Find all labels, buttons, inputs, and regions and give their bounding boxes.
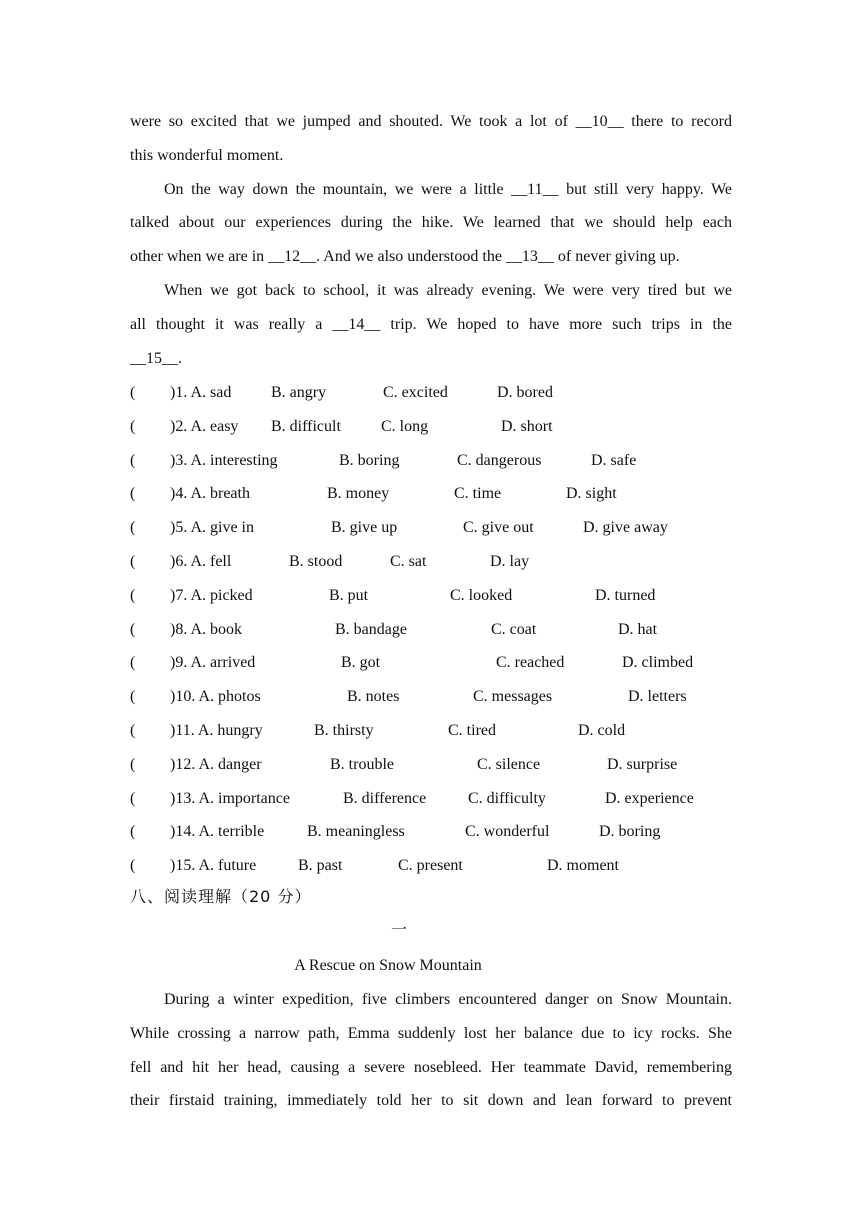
option-c: C. present (398, 857, 463, 875)
question-row (130, 410, 750, 444)
option-d: D. lay (490, 553, 530, 570)
cloze-passage (130, 105, 732, 375)
option-a: )5. A. give in (170, 519, 254, 537)
option-a: )4. A. breath (170, 485, 250, 503)
reading-line: During a winter expedition, five climbers encountered danger on Snow Mountain. (164, 991, 732, 1008)
option-d: D. cold (578, 722, 626, 739)
question-row (130, 477, 750, 511)
option-d: D. short (501, 417, 553, 435)
section-heading: 八、阅读理解（20 分） (130, 887, 312, 906)
question-row (130, 714, 750, 748)
option-d: D. sight (566, 485, 617, 503)
answer-bracket: ( (130, 755, 136, 773)
option-b: B. boring (339, 451, 400, 469)
option-b: B. put (329, 586, 369, 604)
passage-line: other when we are in __12__. And we also understood the __13__ of never giving up. (130, 248, 680, 266)
option-c: C. wonderful (465, 823, 550, 841)
option-c: C. dangerous (457, 451, 542, 469)
option-b: B. angry (271, 384, 327, 401)
answer-bracket: ( (130, 654, 136, 672)
reading-passage (130, 983, 732, 1118)
option-d: D. climbed (622, 654, 694, 672)
option-d: D. turned (595, 586, 656, 604)
option-b: B. give up (331, 519, 398, 537)
option-c: C. difficulty (468, 789, 546, 807)
option-d: D. safe (591, 451, 637, 469)
option-c: C. messages (473, 688, 553, 706)
passage-line: all thought it was really a __14__ trip. We hoped to have more such trips in the (130, 315, 732, 333)
option-b: B. difference (343, 789, 427, 807)
passage-line: talked about our experiences during the hike. We learned that we should help each (130, 214, 732, 232)
passage-line: this wonderful moment. (130, 146, 284, 164)
option-b: B. thirsty (314, 722, 374, 739)
option-b: B. stood (289, 553, 343, 570)
subsection-marker: 一 (391, 920, 408, 939)
question-row (130, 849, 750, 883)
option-c: C. long (381, 417, 429, 435)
passage-line: On the way down the mountain, we were a little __11__ but still very happy. We (164, 180, 732, 198)
option-c: C. give out (463, 519, 534, 537)
option-d: D. hat (618, 620, 658, 638)
answer-bracket: ( (130, 519, 136, 537)
option-a: )3. A. interesting (170, 451, 278, 469)
option-c: C. excited (383, 384, 448, 401)
answer-bracket: ( (130, 857, 136, 875)
reading-line: fell and hit her head, causing a severe nosebleed. Her teammate David, remembering (130, 1058, 732, 1076)
passage-line: __15__. (130, 349, 182, 367)
option-a: )2. A. easy (170, 417, 239, 435)
answer-bracket: ( (130, 451, 136, 469)
option-c: C. tired (448, 722, 496, 739)
option-a: )7. A. picked (170, 586, 253, 604)
option-b: B. past (298, 857, 343, 875)
option-d: D. letters (628, 688, 687, 706)
option-a: )10. A. photos (170, 688, 261, 706)
option-b: B. bandage (335, 620, 407, 638)
option-a: )14. A. terrible (170, 823, 265, 841)
question-row (130, 444, 750, 478)
question-row (130, 782, 750, 816)
passage-line: When we got back to school, it was already evening. We were very tired but we (164, 281, 732, 299)
option-a: )11. A. hungry (170, 722, 263, 739)
answer-bracket: ( (130, 620, 136, 638)
option-a: )6. A. fell (170, 553, 232, 570)
option-c: C. looked (450, 586, 513, 604)
option-a: )9. A. arrived (170, 654, 256, 672)
option-c: C. coat (491, 620, 537, 638)
option-d: D. moment (547, 857, 619, 875)
answer-bracket: ( (130, 688, 136, 706)
option-d: D. surprise (607, 755, 678, 773)
question-row (130, 545, 750, 579)
answer-bracket: ( (130, 553, 136, 570)
option-b: B. notes (347, 688, 400, 706)
option-a: )1. A. sad (170, 384, 232, 401)
passage-line: were so excited that we jumped and shouted. We took a lot of __10__ there to record (130, 113, 732, 130)
option-a: )15. A. future (170, 857, 257, 875)
answer-bracket: ( (130, 417, 136, 435)
question-row (130, 748, 750, 782)
option-b: B. difficult (271, 417, 341, 435)
answer-bracket: ( (130, 722, 136, 739)
question-row (130, 613, 750, 647)
option-b: B. trouble (330, 755, 394, 773)
question-row (130, 376, 750, 410)
question-row (130, 511, 750, 545)
answer-bracket: ( (130, 485, 136, 503)
answer-bracket: ( (130, 823, 136, 841)
option-a: )13. A. importance (170, 789, 290, 807)
option-d: D. give away (583, 519, 668, 537)
reading-line: While crossing a narrow path, Emma suddenly lost her balance due to icy rocks. She (130, 1024, 732, 1042)
option-c: C. sat (390, 553, 427, 570)
question-row (130, 579, 750, 613)
option-b: B. money (327, 485, 390, 503)
option-c: C. reached (496, 654, 565, 672)
option-b: B. got (341, 654, 381, 672)
option-b: B. meaningless (307, 823, 405, 841)
question-row (130, 815, 750, 849)
option-d: D. boring (599, 823, 661, 841)
answer-bracket: ( (130, 384, 136, 401)
reading-line: their firstaid training, immediately told her to sit down and lean forward to prevent (130, 1092, 732, 1110)
reading-title: A Rescue on Snow Mountain (294, 957, 482, 974)
option-a: )8. A. book (170, 620, 242, 638)
option-d: D. experience (605, 789, 694, 807)
question-row (130, 680, 750, 714)
option-c: C. silence (477, 755, 541, 773)
option-c: C. time (454, 485, 502, 503)
answer-bracket: ( (130, 586, 136, 604)
option-a: )12. A. danger (170, 755, 262, 773)
answer-bracket: ( (130, 789, 136, 807)
question-row (130, 646, 750, 680)
option-d: D. bored (497, 384, 553, 401)
